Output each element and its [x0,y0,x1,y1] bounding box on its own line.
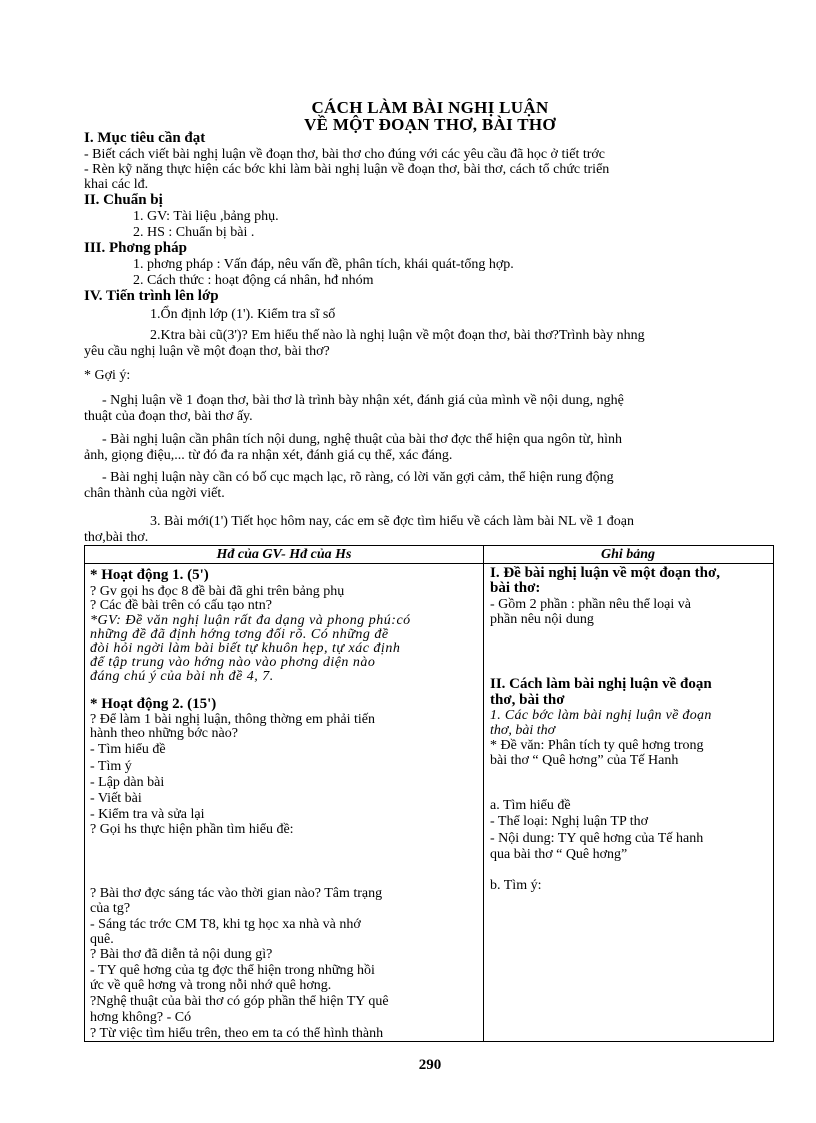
activity-line: hơng không? - Có [90,1010,192,1025]
board-line: thơ, bài thơ [490,723,556,738]
column-divider [483,546,484,1041]
activity-line: - Kiểm tra và sửa lại [90,807,205,822]
section-heading-preparation: II. Chuẩn bị [84,192,163,208]
page-title-line1: CÁCH LÀM BÀI NGHỊ LUẬN [311,98,549,117]
method-line: 2. Cách thức : hoạt động cá nhân, hđ nhóm [133,273,374,288]
activity-heading: * Hoạt động 2. (15') [90,696,217,712]
objective-line: - Rèn kỹ năng thực hiện các bớc khi làm bài nghị luận về đoạn thơ, bài thơ, cách tổ chức triển [84,162,610,177]
hint-line: ảnh, giọng điệu,... từ đó đa ra nhận xét, đánh giá cụ thể, xác đáng. [84,448,453,463]
hint-line: - Nghị luận về 1 đoạn thơ, bài thơ là trình bày nhận xét, đánh giá của mình về nội dung, nghệ [102,393,624,408]
activity-line: - Tìm ý [90,759,132,774]
hint-line: chân thành của ngời viết. [84,486,225,501]
board-line: - Thể loại: Nghị luận TP thơ [490,814,649,829]
activity-line: - Lập dàn bài [90,775,165,790]
lesson-table [84,545,774,1042]
activity-line: - Sáng tác trớc CM T8, khi tg học xa nhà và nhớ [90,917,361,932]
table-header-board: Ghi bảng [600,547,656,562]
activity-line: ? Bài thơ đã diễn tả nội dung gì? [90,947,273,962]
board-heading: thơ, bài thơ [490,692,565,708]
activity-line: - Viết bài [90,791,142,806]
section-heading-objectives: I. Mục tiêu cần đạt [84,130,206,146]
page-title-line2: VỀ MỘT ĐOẠN THƠ, BÀI THƠ [304,115,556,134]
section-heading-procedure: IV. Tiến trình lên lớp [84,288,219,304]
activity-line: ức về quê hơng và trong nỗi nhớ quê hơng. [90,978,332,993]
section-heading-method: III. Phơng pháp [84,240,187,256]
objective-line: - Biết cách viết bài nghị luận về đoạn thơ, bài thơ cho đúng với các yêu cầu đã học ở tiết trớc [84,147,606,162]
procedure-line: 1.Ổn định lớp (1'). Kiểm tra sĩ số [150,307,336,322]
preparation-line: 1. GV: Tài liệu ,bảng phụ. [133,209,279,224]
activity-line: ? Gv gọi hs đọc 8 đề bài đã ghi trên bảng phụ [90,584,345,599]
new-lesson-line: thơ,bài thơ. [84,530,149,545]
header-divider [85,563,773,564]
activity-line: của tg? [90,901,131,916]
board-heading: I. Đề bài nghị luận về một đoạn thơ, [490,565,721,581]
activity-heading: * Hoạt động 1. (5') [90,567,209,583]
board-line: b. Tìm ý: [490,878,542,893]
hint-line: - Bài nghị luận cần phân tích nội dung, nghệ thuật của bài thơ đợc thể hiện qua ngôn từ, hình [102,432,623,447]
hint-line: thuật của đoạn thơ, bài thơ ấy. [84,409,253,424]
activity-line: ? Các đề bài trên có cấu tạo ntn? [90,598,272,613]
method-line: 1. phơng pháp : Vấn đáp, nêu vấn đề, phân tích, khái quát-tổng hợp. [133,257,514,272]
activity-line: đáng chú ý của bài nh đề 4, 7. [90,669,274,684]
activity-line: ? Gọi hs thực hiện phần tìm hiểu đề: [90,822,294,837]
activity-line: quê. [90,932,114,947]
page-number: 290 [418,1057,442,1073]
board-line: phần nêu nội dung [490,612,594,627]
activity-line: ? Để làm 1 bài nghị luận, thông thờng em phải tiến [90,712,376,727]
procedure-line: yêu cầu nghị luận về một đoạn thơ, bài thơ? [84,344,330,359]
board-line: 1. Các bớc làm bài nghị luận về đoạn [490,708,712,723]
board-line: a. Tìm hiểu đề [490,798,571,813]
activity-line: - TY quê hơng của tg đợc thể hiện trong những hồi [90,963,375,978]
hint-label: * Gợi ý: [84,368,131,383]
activity-line: những đề đã định hớng tơng đối rõ. Có những đề [90,627,389,642]
preparation-line: 2. HS : Chuẩn bị bài . [133,225,255,240]
activity-line: hành theo những bớc nào? [90,726,238,741]
procedure-line: 2.Ktra bài cũ(3')? Em hiểu thế nào là nghị luận về một đoạn thơ, bài thơ?Trình bày nhng [150,328,645,343]
board-line: bài thơ “ Quê hơng” của Tế Hanh [490,753,679,768]
board-line: - Nội dung: TY quê hơng của Tế hanh [490,831,704,846]
activity-line: để tập trung vào hớng nào vào phơng diện nào [90,655,376,670]
board-line: - Gồm 2 phần : phần nêu thể loại và [490,597,692,612]
hint-line: - Bài nghị luận này cần có bố cục mạch lạc, rõ ràng, có lời văn gợi cảm, thể hiện rung động [102,470,614,485]
activity-line: *GV: Đề văn nghị luận rất đa dạng và phong phú:có [90,613,411,628]
board-heading: bài thơ: [490,580,541,596]
table-header-activities: Hđ của GV- Hđ của Hs [216,547,352,562]
board-line: * Đề văn: Phân tích ty quê hơng trong [490,738,704,753]
activity-line: - Tìm hiểu đề [90,742,166,757]
activity-line: đòi hỏi ngời làm bài biết tự khuôn hẹp, tự xác định [90,641,401,656]
activity-line: ? Bài thơ đợc sáng tác vào thời gian nào? Tâm trạng [90,886,383,901]
activity-line: ?Nghệ thuật của bài thơ có góp phần thể hiện TY quê [90,994,389,1009]
activity-line: ? Từ việc tìm hiểu trên, theo em ta có thể hình thành [90,1026,384,1041]
board-heading: II. Cách làm bài nghị luận về đoạn [490,676,712,692]
new-lesson-line: 3. Bài mới(1') Tiết học hôm nay, các em sẽ đợc tìm hiểu về cách làm bài NL về 1 đoạn [150,514,634,529]
board-line: qua bài thơ “ Quê hơng” [490,847,628,862]
objective-line: khai các lđ. [84,177,149,192]
